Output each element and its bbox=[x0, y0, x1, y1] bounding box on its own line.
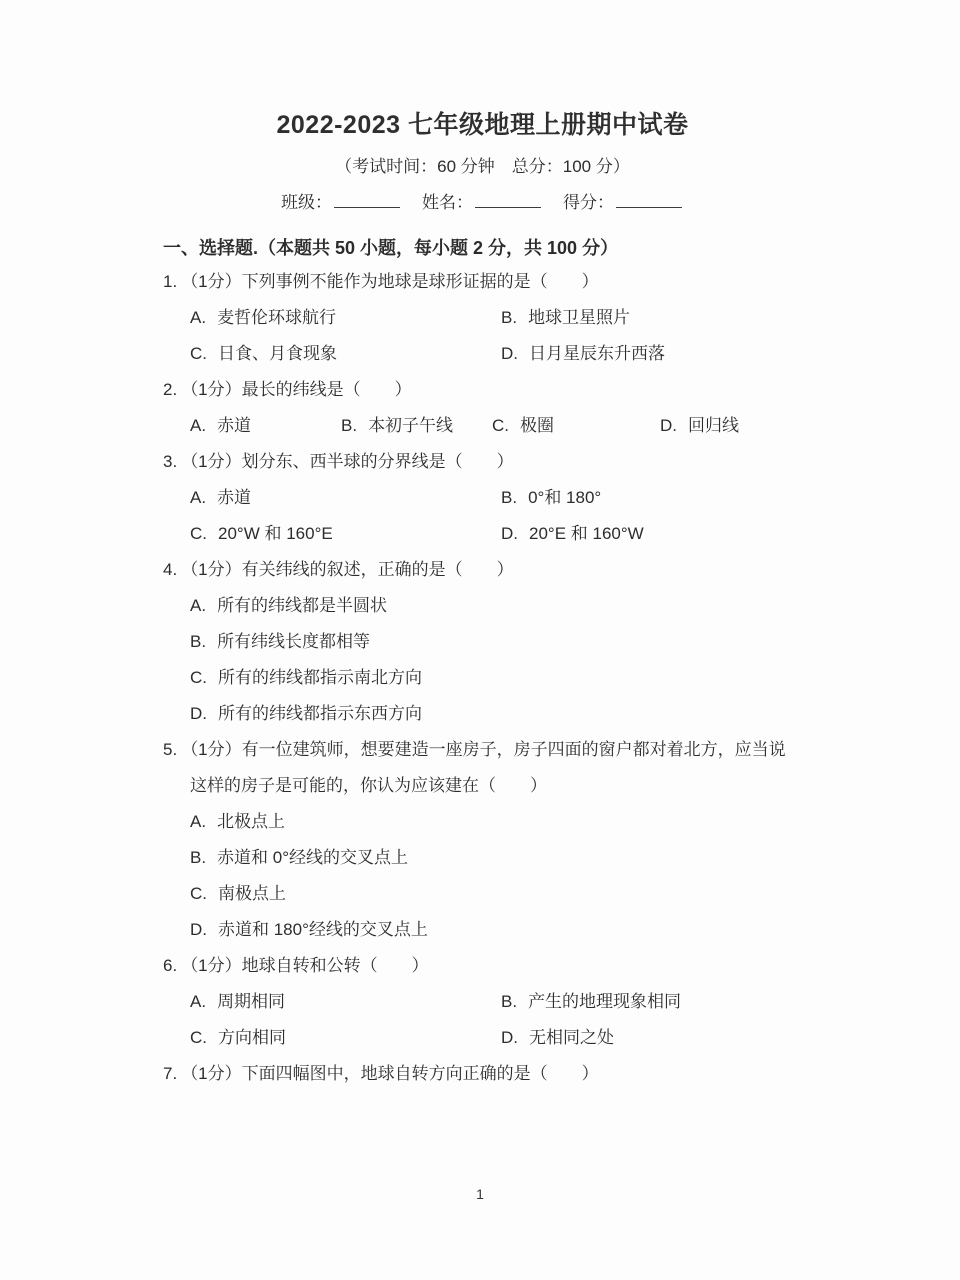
name-label: 姓名： bbox=[422, 193, 473, 212]
name-blank-line bbox=[475, 193, 541, 208]
question-number: 6. bbox=[163, 956, 178, 975]
option-label: B. bbox=[501, 308, 518, 327]
question-stem bbox=[163, 444, 802, 480]
exam-info: （考试时间：60 分钟 总分：100 分） bbox=[335, 157, 630, 176]
option-label: C. bbox=[492, 416, 509, 435]
score-label: 得分： bbox=[563, 193, 614, 212]
option-text: 20°W 和 160°E bbox=[218, 524, 333, 543]
option-text: 无相同之处 bbox=[529, 1028, 614, 1047]
question-stem bbox=[163, 948, 802, 984]
option-text: 产生的地理现象相同 bbox=[528, 992, 682, 1011]
option-d bbox=[501, 516, 802, 552]
class-blank-line bbox=[334, 193, 400, 208]
question-text: （1分）有一位建筑师，想要建造一座房子，房子四面的窗户都对着北方，应当说这样的房子是可能的，你认为应该建在（ ） bbox=[181, 740, 786, 795]
option-label: A. bbox=[190, 812, 207, 831]
option-list bbox=[163, 300, 802, 372]
option-text: 所有的纬线都指示南北方向 bbox=[218, 668, 422, 687]
class-label: 班级： bbox=[281, 193, 332, 212]
option-text: 北极点上 bbox=[217, 812, 286, 831]
option-label: C. bbox=[190, 884, 207, 903]
option-label: B. bbox=[190, 632, 207, 651]
question-number: 7. bbox=[163, 1064, 178, 1083]
option-c bbox=[190, 876, 802, 912]
option-a bbox=[190, 408, 341, 444]
option-c bbox=[492, 408, 660, 444]
option-label: C. bbox=[190, 668, 207, 687]
option-text: 0°和 180° bbox=[528, 488, 602, 507]
option-text: 赤道 bbox=[217, 416, 252, 435]
option-text: 麦哲伦环球航行 bbox=[217, 308, 337, 327]
option-text: 周期相同 bbox=[217, 992, 286, 1011]
student-info-row bbox=[163, 190, 802, 216]
option-label: B. bbox=[190, 848, 207, 867]
option-a bbox=[190, 804, 802, 840]
option-text: 极圈 bbox=[520, 416, 554, 435]
score-blank-line bbox=[616, 193, 682, 208]
option-label: B. bbox=[501, 992, 518, 1011]
question-text: （1分）有关纬线的叙述，正确的是（ ） bbox=[181, 560, 514, 579]
option-text: 回归线 bbox=[688, 416, 739, 435]
option-text: 所有的纬线都指示东西方向 bbox=[218, 704, 422, 723]
question-block bbox=[163, 372, 802, 444]
question-block bbox=[163, 552, 802, 732]
option-text: 方向相同 bbox=[218, 1028, 286, 1047]
option-label: B. bbox=[341, 416, 358, 435]
question-block bbox=[163, 732, 802, 948]
option-d bbox=[190, 696, 802, 732]
option-label: A. bbox=[190, 596, 207, 615]
option-label: A. bbox=[190, 416, 207, 435]
option-d bbox=[501, 336, 802, 372]
option-c bbox=[190, 516, 501, 552]
option-text: 20°E 和 160°W bbox=[529, 524, 644, 543]
option-a bbox=[190, 480, 501, 516]
option-label: D. bbox=[660, 416, 677, 435]
option-label: D. bbox=[501, 524, 518, 543]
option-c bbox=[190, 1020, 501, 1056]
question-block bbox=[163, 1056, 802, 1092]
question-number: 4. bbox=[163, 560, 178, 579]
option-label: D. bbox=[501, 1028, 518, 1047]
option-label: D. bbox=[190, 704, 207, 723]
option-d bbox=[660, 408, 802, 444]
question-number: 2. bbox=[163, 380, 178, 399]
option-list bbox=[163, 984, 802, 1056]
option-text: 日月星辰东升西落 bbox=[529, 344, 665, 363]
option-text: 赤道和 180°经线的交叉点上 bbox=[218, 920, 428, 939]
option-label: D. bbox=[501, 344, 518, 363]
question-stem bbox=[163, 552, 802, 588]
option-c bbox=[190, 660, 802, 696]
option-text: 南极点上 bbox=[218, 884, 286, 903]
question-text: （1分）下面四幅图中，地球自转方向正确的是（ ） bbox=[181, 1064, 599, 1083]
option-label: D. bbox=[190, 920, 207, 939]
question-number: 1. bbox=[163, 272, 178, 291]
question-text: （1分）划分东、西半球的分界线是（ ） bbox=[181, 452, 514, 471]
section-header: 一、选择题.（本题共 50 小题，每小题 2 分，共 100 分） bbox=[163, 238, 619, 258]
option-text: 地球卫星照片 bbox=[528, 308, 631, 327]
option-a bbox=[190, 984, 501, 1020]
question-stem bbox=[163, 732, 802, 804]
option-c bbox=[190, 336, 501, 372]
option-b bbox=[501, 984, 802, 1020]
question-block bbox=[163, 948, 802, 1056]
question-text: （1分）地球自转和公转（ ） bbox=[181, 956, 429, 975]
option-a bbox=[190, 588, 802, 624]
option-label: C. bbox=[190, 1028, 207, 1047]
option-d bbox=[190, 912, 802, 948]
option-text: 所有纬线长度都相等 bbox=[217, 632, 371, 651]
option-list bbox=[163, 804, 802, 948]
option-a bbox=[190, 300, 501, 336]
option-list bbox=[163, 408, 802, 444]
option-text: 日食、月食现象 bbox=[218, 344, 337, 363]
question-list bbox=[163, 264, 802, 1092]
option-list bbox=[163, 480, 802, 552]
page-number: 1 bbox=[476, 1186, 484, 1202]
option-label: C. bbox=[190, 524, 207, 543]
option-list bbox=[163, 588, 802, 732]
question-stem bbox=[163, 372, 802, 408]
question-block bbox=[163, 444, 802, 552]
question-stem bbox=[163, 1056, 802, 1092]
option-text: 本初子午线 bbox=[368, 416, 454, 435]
option-label: B. bbox=[501, 488, 518, 507]
option-b bbox=[341, 408, 492, 444]
option-text: 赤道 bbox=[217, 488, 252, 507]
question-text: （1分）下列事例不能作为地球是球形证据的是（ ） bbox=[181, 272, 599, 291]
option-b bbox=[190, 840, 802, 876]
option-b bbox=[501, 480, 802, 516]
option-label: C. bbox=[190, 344, 207, 363]
option-d bbox=[501, 1020, 802, 1056]
option-b bbox=[501, 300, 802, 336]
option-text: 所有的纬线都是半圆状 bbox=[217, 596, 388, 615]
option-text: 赤道和 0°经线的交叉点上 bbox=[217, 848, 409, 867]
question-stem bbox=[163, 264, 802, 300]
question-number: 3. bbox=[163, 452, 178, 471]
question-block bbox=[163, 264, 802, 372]
option-b bbox=[190, 624, 802, 660]
question-text: （1分）最长的纬线是（ ） bbox=[181, 380, 412, 399]
option-label: A. bbox=[190, 488, 207, 507]
option-label: A. bbox=[190, 992, 207, 1011]
option-label: A. bbox=[190, 308, 207, 327]
question-number: 5. bbox=[163, 740, 178, 759]
exam-title: 2022-2023 七年级地理上册期中试卷 bbox=[276, 111, 689, 139]
